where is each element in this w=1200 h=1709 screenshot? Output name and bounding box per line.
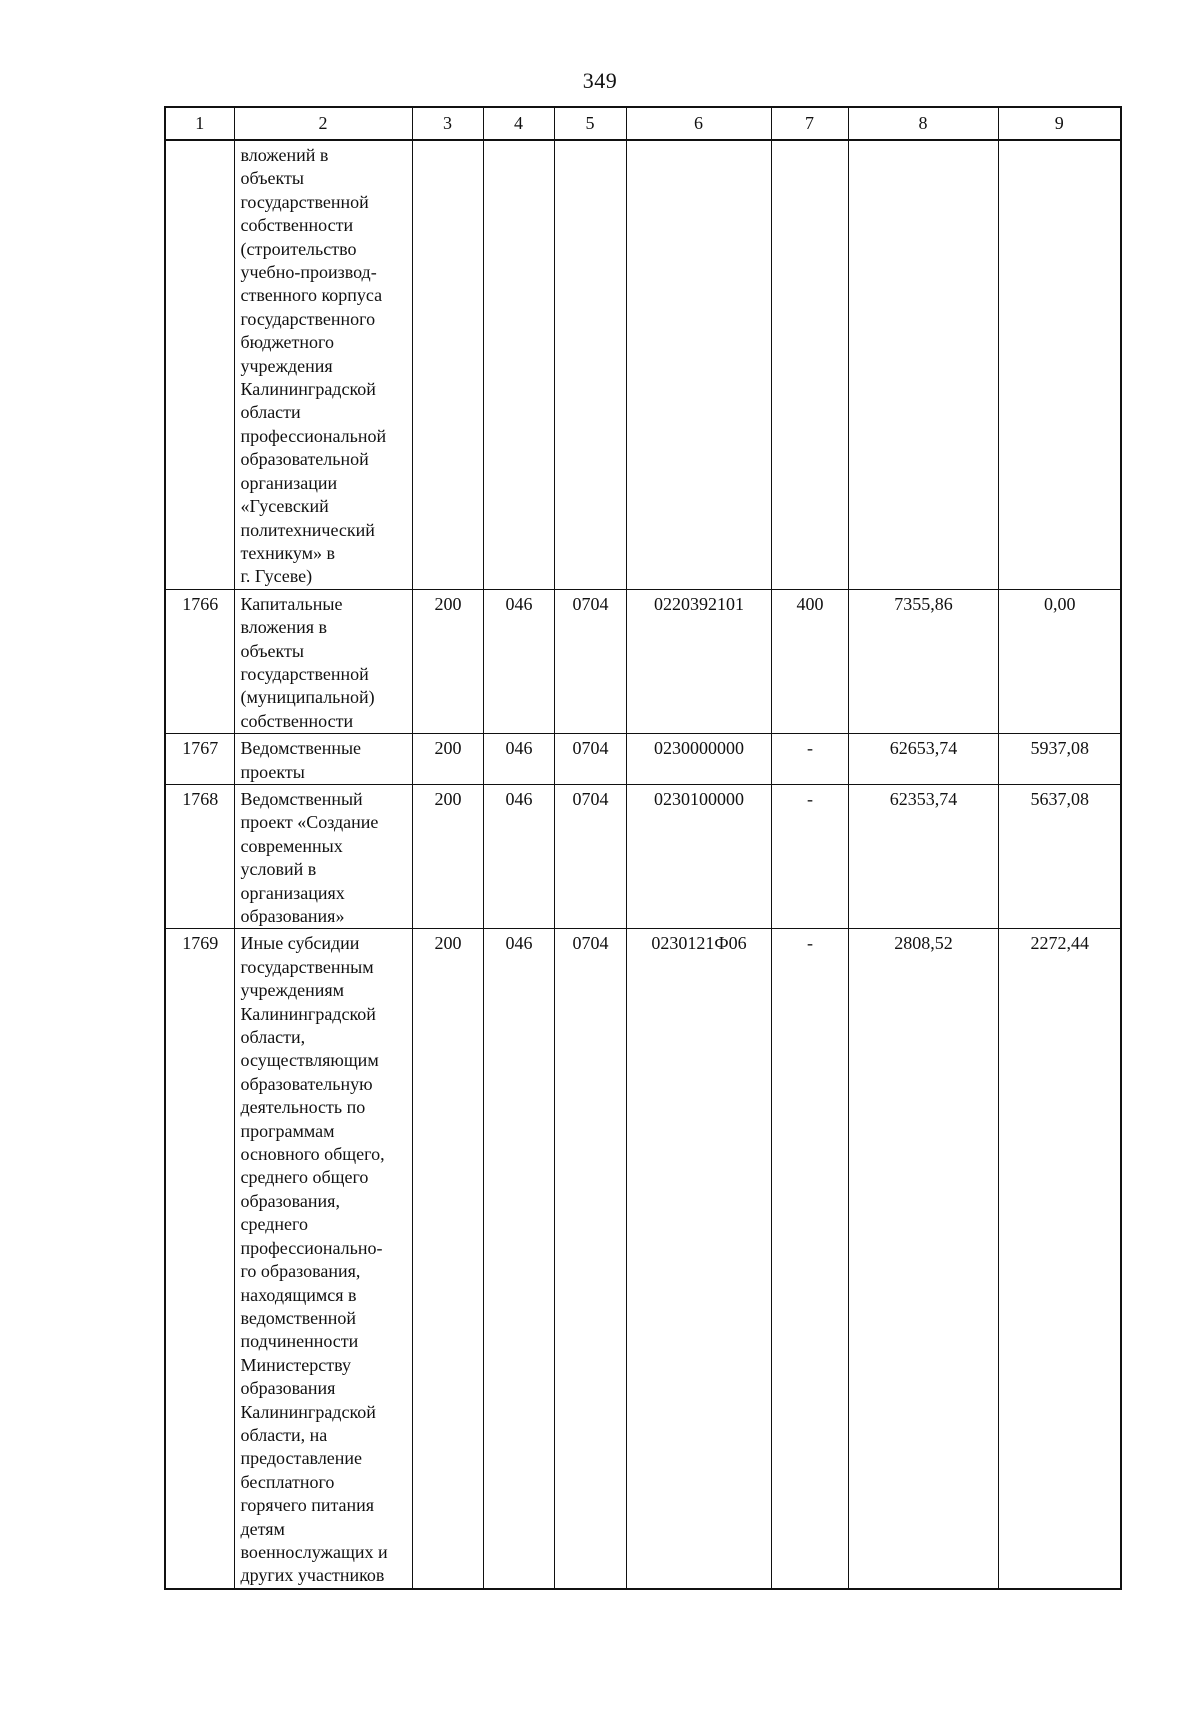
col6-cell: 0230121Ф06 — [626, 929, 771, 1589]
col3-cell — [412, 140, 483, 589]
row-number-cell: 1769 — [165, 929, 234, 1589]
col4-cell: 046 — [483, 784, 554, 928]
col8-cell: 62353,74 — [848, 784, 998, 928]
row-number-cell: 1767 — [165, 734, 234, 785]
name-cell: Ведомственный проект «Создание современных условий в организациях образования» — [234, 784, 412, 928]
col5-cell — [554, 140, 626, 589]
row-number-cell: 1766 — [165, 589, 234, 733]
col8-cell: 2808,52 — [848, 929, 998, 1589]
page-number: 349 — [582, 68, 618, 93]
name-cell: вложений в объекты государственной собственности (строительство учебно-производ- ственного корпуса государственного бюджетного учреждения Калининградской области профессиональной образовательной организации «Гусевский политехнический техникум» в г. Гусеве) — [234, 140, 412, 589]
name-cell: Иные субсидии государственным учреждениям Калининградской области, осуществляющим образовательную деятельность по программам основного общего, среднего общего образования, среднего профессионально- го образования, находящимся в ведомственной подчиненности Министерству образования Калининградской области, на предоставление бесплатного горячего питания детям военнослужащих и других участников — [234, 929, 412, 1589]
col3-cell: 200 — [412, 734, 483, 785]
name-cell: Ведомственные проекты — [234, 734, 412, 785]
col5-cell: 0704 — [554, 929, 626, 1589]
col5-cell: 0704 — [554, 589, 626, 733]
col4-cell: 046 — [483, 734, 554, 785]
column-header: 5 — [554, 107, 626, 140]
table-row — [165, 589, 1121, 733]
col9-cell: 0,00 — [998, 589, 1121, 733]
name-cell: Капитальные вложения в объекты государственной (муниципальной) собственности — [234, 589, 412, 733]
col4-cell: 046 — [483, 929, 554, 1589]
col7-cell: - — [771, 784, 848, 928]
col4-cell: 046 — [483, 589, 554, 733]
col7-cell — [771, 140, 848, 589]
column-header: 7 — [771, 107, 848, 140]
column-header: 9 — [998, 107, 1121, 140]
col9-cell — [998, 140, 1121, 589]
col7-cell: 400 — [771, 589, 848, 733]
table-row — [165, 140, 1121, 589]
col7-cell: - — [771, 929, 848, 1589]
header-row — [165, 107, 1121, 140]
table-row — [165, 929, 1121, 1589]
col9-cell: 5637,08 — [998, 784, 1121, 928]
column-header: 8 — [848, 107, 998, 140]
col5-cell: 0704 — [554, 784, 626, 928]
col9-cell: 2272,44 — [998, 929, 1121, 1589]
col8-cell — [848, 140, 998, 589]
budget-table — [164, 106, 1122, 1590]
column-header: 3 — [412, 107, 483, 140]
col3-cell: 200 — [412, 589, 483, 733]
col9-cell: 5937,08 — [998, 734, 1121, 785]
row-number-cell — [165, 140, 234, 589]
col4-cell — [483, 140, 554, 589]
table-row — [165, 734, 1121, 785]
col6-cell — [626, 140, 771, 589]
col6-cell: 0230000000 — [626, 734, 771, 785]
col5-cell: 0704 — [554, 734, 626, 785]
col6-cell: 0220392101 — [626, 589, 771, 733]
col3-cell: 200 — [412, 929, 483, 1589]
column-header: 1 — [165, 107, 234, 140]
col7-cell: - — [771, 734, 848, 785]
col8-cell: 62653,74 — [848, 734, 998, 785]
column-header: 6 — [626, 107, 771, 140]
row-number-cell: 1768 — [165, 784, 234, 928]
table-row — [165, 784, 1121, 928]
col8-cell: 7355,86 — [848, 589, 998, 733]
column-header: 2 — [234, 107, 412, 140]
col6-cell: 0230100000 — [626, 784, 771, 928]
column-header: 4 — [483, 107, 554, 140]
col3-cell: 200 — [412, 784, 483, 928]
